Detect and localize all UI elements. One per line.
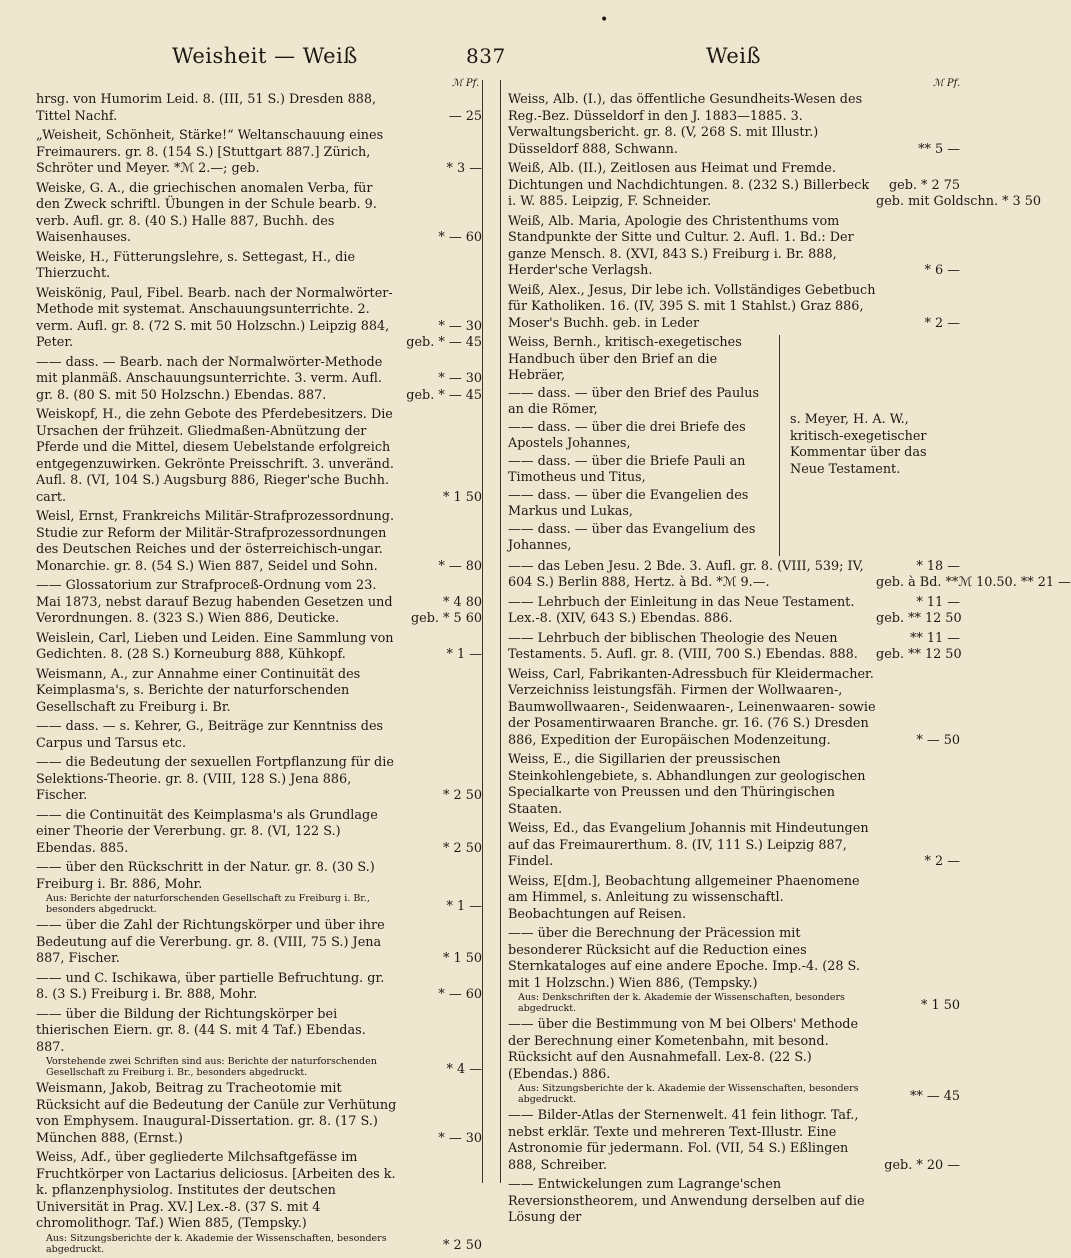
catalog-entry <box>36 755 482 805</box>
page-mark: • <box>600 12 609 28</box>
entry-text: Weiskopf, H., die zehn Gebote des Pferdebesitzers. Die Ursachen der frühzeit. Gliedmaßen-Abnützung der Pferde und die Mittel, diesem Uebelstande erfolgreich entgegenzuwirken. Gekrönte Preisschrift. 3. unveränd. Aufl. 8. (VI, 104 S.) Augsburg 886, Rieger'sche Buchh. cart. <box>36 407 394 505</box>
catalog-entry <box>508 595 960 628</box>
catalog-entry <box>36 407 482 506</box>
entry-text: Weiss, Alb. (I.), das öffentliche Gesundheits-Wesen des Reg.-Bez. Düsseldorf in den J. 1883—1885. 3. Verwaltungsbericht. gr. 8. (V, 268 S. mit Illustr.) Düsseldorf 888, Schwann. <box>508 92 863 157</box>
entry-text: —— dass. — s. Kehrer, G., Beiträge zur Kenntniss des Carpus und Tarsus etc. <box>36 719 384 751</box>
entry-text: Weiske, G. A., die griechischen anomalen Verba, für den Zweck schriftl. Übungen in der Schule bearb. 9. verb. Aufl. gr. 8. (40 S.) Halle 887, Buchh. des Waisenhauses. <box>36 180 377 245</box>
page-number: 837 <box>466 44 506 68</box>
entry-text: —— die Continuität des Keimplasma's als Grundlage einer Theorie der Vererbung. gr. 8. (VI, 122 S.) Ebendas. 885. <box>36 807 378 856</box>
entry-text: Weisl, Ernst, Frankreichs Militär-Strafprozessordnung. Studie zur Reform der Militär-Strafprozessordnungen des Deutschen Reiches und der österreichisch-ungar. Monarchie. gr. 8. (54 S.) Wien 887, Seidel und Sohn. <box>36 509 395 574</box>
entry-price: * — 30 geb. * — 45 <box>406 371 482 403</box>
entry-text: —— über die Berechnung der Präcession mit besonderer Rücksicht auf die Reduction eines Sternkataloges auf eine andere Epoche. Imp.-4. (28 S. mit 1 Holzschn.) Wien 886, (Tempsky.) <box>508 926 860 991</box>
entry-text: Weiß, Alb. (II.), Zeitlosen aus Heimat und Fremde. Dichtungen und Nachdichtungen. 8. (232 S.) Billerbeck i. W. 885. Leipzig, F. Schneider. <box>508 161 870 209</box>
entry-text: Weiskönig, Paul, Fibel. Bearb. nach der Normalwörter-Methode mit systemat. Anschauungsunterrichte. 2. verm. Aufl. gr. 8. (72 S. mit 50 Holzschn.) Leipzig 884, Peter. <box>36 285 393 350</box>
catalog-entry <box>508 667 960 750</box>
column-rule-left <box>482 80 483 1183</box>
running-head-right: Weiß <box>706 44 762 68</box>
entry-text: Weiss, Ed., das Evangelium Johannis mit Hindeutungen auf das Freimaurerthum. 8. (IV, 111 S.) Leipzig 887, Findel. <box>508 821 869 869</box>
entry-text: Weismann, Jakob, Beitrag zu Tracheotomie mit Rücksicht auf die Bedeutung der Canüle zur Verhütung von Emphysem. Inaugural-Dissertation. gr. 8. (17 S.) München 888, (Ernst.) <box>36 1081 397 1146</box>
catalog-entry <box>36 631 482 664</box>
catalog-entry <box>36 1150 482 1255</box>
entry-text: —— die Bedeutung der sexuellen Fortpflanzung für die Selektions-Theorie. gr. 8. (VIII, 128 S.) Jena 886, Fischer. <box>36 755 394 803</box>
entry-text: Weiss, E[dm.], Beobachtung allgemeiner Phaenomene am Himmel, s. Anleitung zu wissenschaftl. Beobachtungen auf Reisen. <box>508 873 860 922</box>
entry-price: * 4 80 geb. * 5 60 <box>410 594 482 626</box>
entry-price: * 2 50 <box>443 788 482 803</box>
entry-price: * 1 50 <box>921 997 960 1013</box>
catalog-entry <box>508 821 960 871</box>
currency-header-right: ℳ Pf. <box>933 78 961 89</box>
entry-text: —— Entwickelungen zum Lagrange'schen Reversionstheorem, und Anwendung derselben auf die Lösung der <box>508 1177 865 1225</box>
catalog-entry <box>508 752 960 818</box>
catalog-entry <box>36 719 482 752</box>
entry-text: —— Lehrbuch der Einleitung in das Neue Testament. Lex.-8. (XIV, 643 S.) Ebendas. 886. <box>508 594 855 626</box>
catalog-entry <box>36 92 482 125</box>
weiss-bernh-group <box>508 335 960 556</box>
entry-note: Aus: Sitzungsberichte der k. Akademie der Wissenschaften, besonders abgedruckt. <box>46 1232 387 1255</box>
entry-text: Weiß, Alb. Maria, Apologie des Christenthums vom Standpunkte der Sitte und Cultur. 2. Aufl. 1. Bd.: Der ganze Mensch. 8. (XVI, 843 S.) Freiburg i. Br. 888, Herder'sche Verlagsh. <box>508 213 854 278</box>
entry-price: * 1 — <box>446 898 482 914</box>
entry-price: * 18 — geb. à Bd. **ℳ 10.50. ** 21 — <box>876 558 1071 590</box>
catalog-entry <box>36 355 482 405</box>
catalog-entry <box>508 1017 960 1105</box>
catalog-entry <box>36 860 482 915</box>
left-column <box>36 92 482 1258</box>
entry-note: Aus: Denkschriften der k. Akademie der Wissenschaften, besonders abgedruckt. <box>518 992 845 1014</box>
entry-price: * 2 50 <box>443 1238 482 1253</box>
weiss-bernh-item: —— dass. — über die Briefe Pauli an Timotheus und Titus, <box>508 453 746 485</box>
catalog-entry <box>36 1081 482 1147</box>
entry-text: Weiss, Carl, Fabrikanten-Adressbuch für Kleidermacher. Verzeichniss leistungsfäh. Firmen der Wollwaaren-, Baumwollwaaren-, Seidenwaaren-, Leinenwaaren- sowie der Posamentirwaaren Branche. gr. 16. (76 S.) Dresden 886, Expedition der Europäischen Modenzeitung. <box>508 666 876 748</box>
entry-price: — 25 <box>448 108 482 124</box>
entry-price: * — 60 <box>438 230 482 245</box>
currency-header-left: ℳ Pf. <box>452 78 480 89</box>
entry-text: Weislein, Carl, Lieben und Leiden. Eine Sammlung von Gedichten. 8. (28 S.) Korneuburg 888, Kühkopf. <box>36 630 394 662</box>
entry-text: —— über die Zahl der Richtungskörper und über ihre Bedeutung auf die Vererbung. gr. 8. (VIII, 75 S.) Jena 887, Fischer. <box>36 918 385 966</box>
entry-price: * — 50 <box>916 732 960 748</box>
entry-text: —— Bilder-Atlas der Sternenwelt. 41 fein lithogr. Taf., nebst erklär. Texte und mehreren Text-Illustr. Eine Astronomie für jedermann. Fol. (VII, 54 S.) Eßlingen 888, Schreiber. <box>508 1108 859 1173</box>
catalog-entry <box>508 161 1042 211</box>
catalog-entry <box>36 286 482 352</box>
entry-price: * 2 50 <box>443 840 482 856</box>
catalog-entry <box>36 808 482 858</box>
catalog-entry <box>508 558 1071 592</box>
entry-text: —— über den Rückschritt in der Natur. gr. 8. (30 S.) Freiburg i. Br. 886, Mohr. <box>36 860 375 892</box>
catalog-entry <box>36 971 482 1004</box>
entry-text: Weiske, H., Fütterungslehre, s. Settegast, H., die Thierzucht. <box>36 249 356 281</box>
entry-note: Vorstehende zwei Schriften sind aus: Berichte der naturforschenden Gesellschaft zu Freiburg i. Br., besonders abgedruckt. <box>46 1056 377 1078</box>
entry-price: geb. * 2 75 geb. mit Goldschn. * 3 50 <box>876 177 1042 209</box>
catalog-entry <box>36 509 482 575</box>
entry-price: * 1 — <box>446 647 482 662</box>
entry-price: * 3 — <box>446 161 482 176</box>
entry-price: ** 11 — geb. ** 12 50 <box>876 630 962 662</box>
catalog-entry <box>508 1108 960 1174</box>
entry-price: * — 30 geb. * — 45 <box>406 318 482 350</box>
catalog-entry <box>36 1007 482 1079</box>
catalog-entry <box>36 918 482 968</box>
entry-price: ** — 45 <box>909 1088 960 1104</box>
entry-note: Aus: Berichte der naturforschenden Gesellschaft zu Freiburg i. Br., besonders abgedruckt. <box>46 893 370 915</box>
entry-text: —— über die Bildung der Richtungskörper bei thierischen Eiern. gr. 8. (44 S. mit 4 Taf.) Ebendas. 887. <box>36 1006 366 1055</box>
right-entries-b <box>508 558 1071 1227</box>
entry-price: * 1 50 <box>443 489 482 505</box>
catalog-entry <box>508 1177 960 1227</box>
right-column <box>508 92 1071 1230</box>
weiss-bernh-item: —— dass. — über die drei Briefe des Apostels Johannes, <box>508 419 746 451</box>
entry-price: * 4 — <box>446 1061 482 1077</box>
entry-text: —— das Leben Jesu. 2 Bde. 3. Aufl. gr. 8. (VIII, 539; IV, 604 S.) Berlin 888, Hertz. à Bd. *ℳ 9.—. <box>508 558 864 590</box>
weiss-bernh-list <box>508 335 780 556</box>
entry-text: —— Glossatorium zur Strafproceß-Ordnung vom 23. Mai 1873, nebst darauf Bezug habenden Gesetzen und Verordnungen. 8. (323 S.) Wien 886, Deuticke. <box>36 578 393 626</box>
entry-price: ** 5 — <box>918 141 960 157</box>
catalog-entry <box>508 283 960 333</box>
entry-price: * 2 — <box>924 854 960 869</box>
catalog-entry <box>36 667 482 717</box>
catalog-entry <box>36 250 482 283</box>
catalog-entry <box>36 181 482 247</box>
entry-text: hrsg. von Humorim Leid. 8. (III, 51 S.) Dresden 888, Tittel Nachf. <box>36 92 377 124</box>
entry-text: „Weisheit, Schönheit, Stärke!“ Weltanschauung eines Freimaurers. gr. 8. (154 S.) [Stuttgart 887.] Zürich, Schröter und Meyer. *ℳ 2.—; geb. <box>36 128 384 176</box>
weiss-bernh-item: Weiss, Bernh., kritisch-exegetisches Handbuch über den Brief an die Hebräer, <box>508 335 742 383</box>
catalog-entry <box>508 214 960 280</box>
entry-price: * — 60 <box>438 987 482 1002</box>
catalog-entry <box>36 578 482 628</box>
column-rule-right <box>500 80 501 1183</box>
catalog-entry <box>508 92 960 158</box>
entry-note: Aus: Sitzungsberichte der k. Akademie der Wissenschaften, besonders abgedruckt. <box>518 1083 859 1105</box>
catalog-entry <box>508 874 960 924</box>
catalog-entry <box>508 631 960 664</box>
entry-text: —— und C. Ischikawa, über partielle Befruchtung. gr. 8. (3 S.) Freiburg i. Br. 888, Mohr. <box>36 970 385 1002</box>
entry-text: —— dass. — Bearb. nach der Normalwörter-Methode mit planmäß. Anschauungsunterrichte. 3. verm. Aufl. gr. 8. (80 S. mit 50 Holzschn.) Ebendas. 887. <box>36 354 383 403</box>
entry-price: * — 80 <box>438 558 482 574</box>
entry-text: —— über die Bestimmung von M bei Olbers' Methode der Berechnung einer Kometenbahn, mit besond. Rücksicht auf den Ausnahmefall. Lex-8. (22 S.) (Ebendas.) 886. <box>508 1017 859 1082</box>
weiss-bernh-reference: s. Meyer, H. A. W., kritisch-exegetischer Kommentar über das Neue Testament. <box>790 412 927 477</box>
right-entries-a <box>508 92 1042 332</box>
weiss-bernh-item: —— dass. — über die Evangelien des Markus und Lukas, <box>508 487 749 519</box>
entry-price: * 11 — geb. ** 12 50 <box>876 594 962 626</box>
entry-text: Weiss, E., die Sigillarien der preussischen Steinkohlengebiete, s. Abhandlungen zur geologischen Specialkarte von Preussen und den Thüringischen Staaten. <box>508 752 866 817</box>
entry-text: Weismann, A., zur Annahme einer Continuität des Keimplasma's, s. Berichte der naturforschenden Gesellschaft zu Freiburg i. Br. <box>36 666 361 715</box>
catalog-entry <box>508 926 960 1014</box>
entry-price: geb. * 20 — <box>884 1157 960 1173</box>
running-head-left: Weisheit — Weiß <box>172 44 358 68</box>
entry-price: * 2 — <box>924 315 960 331</box>
weiss-bernh-item: —— dass. — über das Evangelium des Johannes, <box>508 521 756 553</box>
catalog-entry <box>36 128 482 178</box>
entry-price: * — 30 <box>438 1130 482 1146</box>
entry-price: * 6 — <box>924 263 960 278</box>
entry-text: —— Lehrbuch der biblischen Theologie des Neuen Testaments. 5. Aufl. gr. 8. (VIII, 700 S.) Ebendas. 888. <box>508 630 858 662</box>
weiss-bernh-item: —— dass. — über den Brief des Paulus an die Römer, <box>508 385 760 417</box>
entry-price: * 1 50 <box>443 951 482 966</box>
entry-text: Weiß, Alex., Jesus, Dir lebe ich. Vollständiges Gebetbuch für Katholiken. 16. (IV, 395 S. mit 1 Stahlst.) Graz 886, Moser's Buchh. geb. in Leder <box>508 282 876 331</box>
entry-text: Weiss, Adf., über gegliederte Milchsaftgefässe im Fruchtkörper von Lactarius deliciosus. [Arbeiten des k. k. pflanzenphysiolog. Institutes der deutschen Universität in Prag. XV.] Lex.-8. (37 S. mit 4 chromolithogr. Taf.) Wien 885, (Tempsky.) <box>36 1150 396 1231</box>
